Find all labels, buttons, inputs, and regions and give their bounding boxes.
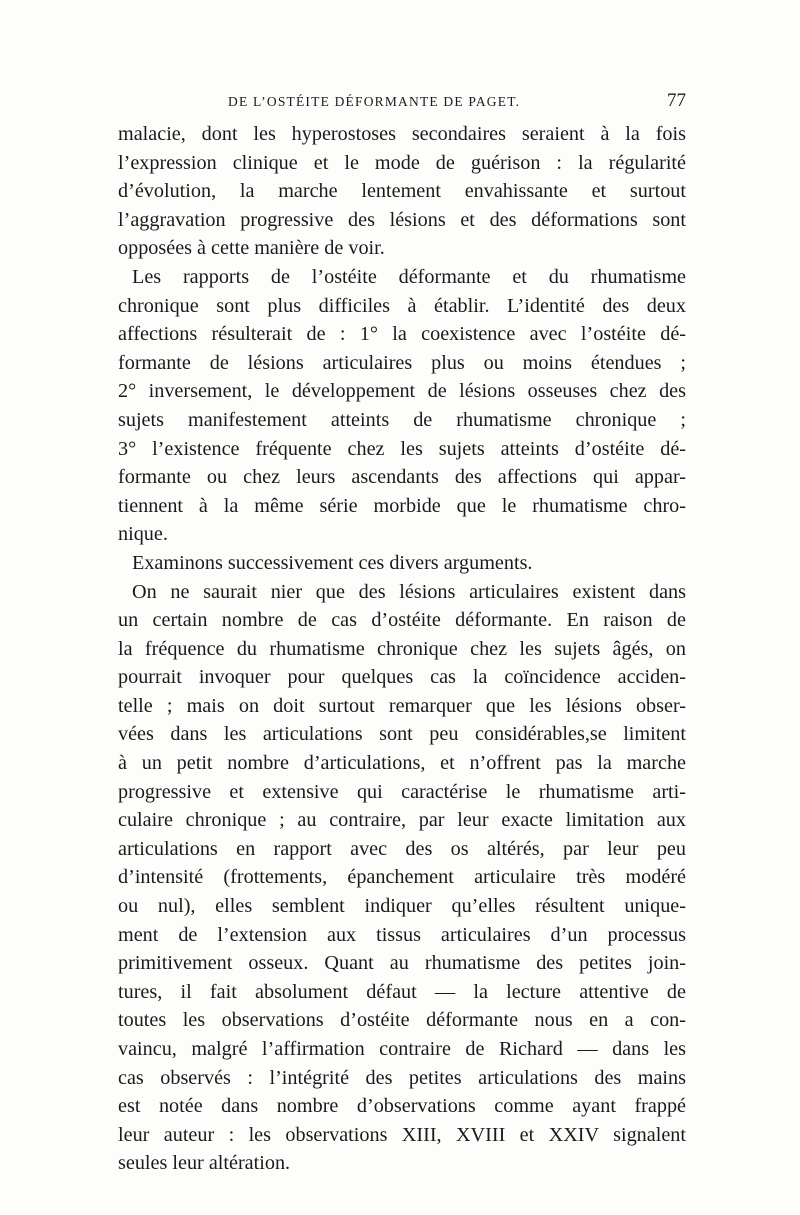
text-line: ou nul), elles semblent indiquer qu’elles résultent unique-	[118, 895, 686, 918]
text-line: d’intensité (frottements, épanchement articulaire très modéré	[118, 866, 686, 889]
text-line: telle ; mais on doit surtout remarquer que les lésions obser-	[118, 694, 686, 717]
text-line: affections résulterait de : 1° la coexistence avec l’ostéite dé-	[118, 323, 686, 346]
page-header	[118, 92, 686, 116]
text-line: l’expression clinique et le mode de guérison : la régularité	[118, 151, 686, 174]
body-text	[118, 120, 686, 1178]
text-line: malacie, dont les hyperostoses secondaires seraient à la fois	[118, 123, 686, 145]
text-line: formante ou chez leurs ascendants des affections qui appar-	[118, 466, 686, 489]
text-line: culaire chronique ; au contraire, par leur exacte limitation aux	[118, 809, 686, 832]
text-line: est notée dans nombre d’observations comme ayant frappé	[118, 1095, 686, 1118]
text-line: vées dans les articulations sont peu considérables,se limitent	[118, 723, 686, 746]
text-line: primitivement osseux. Quant au rhumatisme des petites join-	[118, 952, 686, 975]
text-line: vaincu, malgré l’affirmation contraire de Richard — dans les	[118, 1038, 686, 1060]
text-line: On ne saurait nier que des lésions articulaires existent dans	[132, 580, 686, 603]
text-line: pourrait invoquer pour quelques cas la coïncidence acciden-	[118, 666, 686, 689]
text-line: ment de l’extension aux tissus articulaires d’un processus	[118, 923, 686, 946]
text-line: la fréquence du rhumatisme chronique chez les sujets âgés, on	[118, 637, 686, 660]
text-line: seules leur altération.	[118, 1152, 291, 1175]
text-line: Les rapports de l’ostéite déformante et du rhumatisme	[132, 265, 686, 288]
running-title: DE L’OSTÉITE DÉFORMANTE DE PAGET.	[228, 94, 521, 109]
text-line: un certain nombre de cas d’ostéite déformante. En raison de	[118, 609, 686, 632]
text-line: cas observés : l’intégrité des petites articulations des mains	[118, 1066, 686, 1089]
text-line: à un petit nombre d’articulations, et n’offrent pas la marche	[118, 752, 686, 775]
text-line: sujets manifestement atteints de rhumatisme chronique ;	[118, 408, 686, 431]
text-line: 3° l’existence fréquente chez les sujets atteints d’ostéite dé-	[118, 437, 686, 460]
text-line: Examinons successivement ces divers arguments.	[132, 551, 533, 574]
text-line: progressive et extensive qui caractérise le rhumatisme arti-	[118, 780, 686, 803]
text-line: formante de lésions articulaires plus ou moins étendues ;	[118, 351, 686, 374]
text-line: tures, il fait absolument défaut — la lecture attentive de	[118, 980, 686, 1003]
text-line: articulations en rapport avec des os altérés, par leur peu	[118, 837, 686, 860]
text-line: d’évolution, la marche lentement envahissante et surtout	[118, 180, 686, 203]
text-line: 2° inversement, le développement de lésions osseuses chez des	[118, 380, 686, 403]
text-line: nique.	[118, 523, 168, 546]
text-line: l’aggravation progressive des lésions et des déformations sont	[118, 208, 686, 231]
text-line: toutes les observations d’ostéite déformante nous en a con-	[118, 1009, 686, 1032]
page-number: 77	[667, 90, 686, 111]
text-line: tiennent à la même série morbide que le rhumatisme chro-	[118, 494, 686, 517]
text-line: opposées à cette manière de voir.	[118, 237, 385, 260]
text-line: chronique sont plus difficiles à établir. L’identité des deux	[118, 294, 686, 317]
text-line: leur auteur : les observations XIII, XVIII et XXIV signalent	[118, 1123, 686, 1146]
